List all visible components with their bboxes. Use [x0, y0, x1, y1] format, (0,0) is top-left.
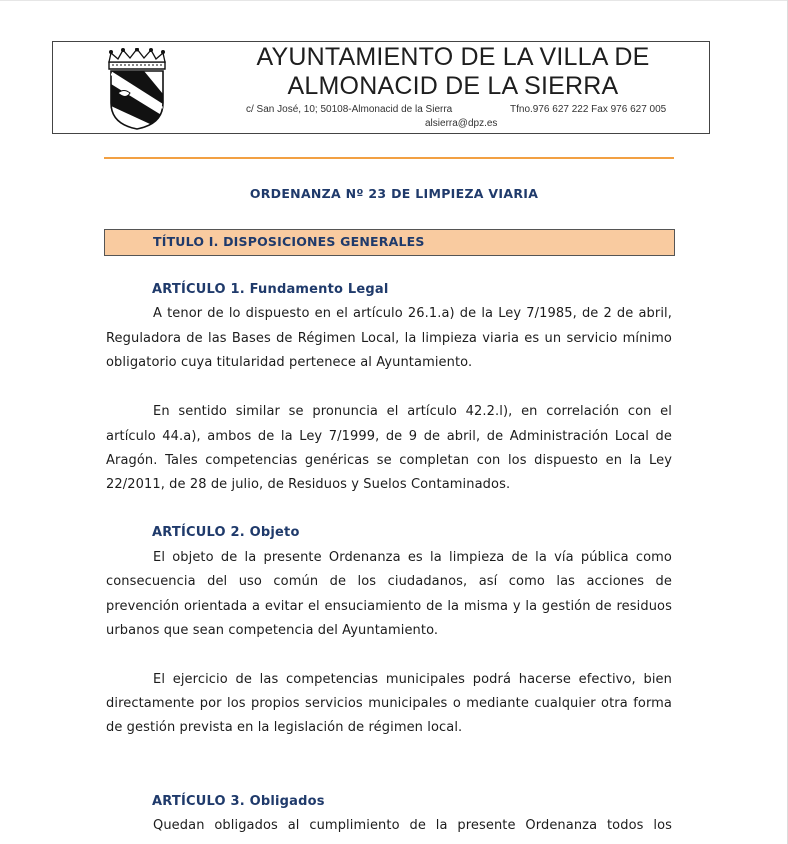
orange-divider: [104, 157, 674, 159]
article-1-p1-line3: obligatorio cuya titularidad pertenece al Ayuntamiento.: [106, 355, 473, 370]
letterhead: [52, 41, 710, 134]
letterhead-title-line1: AYUNTAMIENTO DE LA VILLA DE: [256, 43, 650, 71]
article-2-heading: ARTÍCULO 2. Objeto: [152, 525, 300, 540]
article-2-p2-line1: El ejercicio de las competencias municipales podrá hacerse efectivo, bien: [153, 672, 672, 687]
article-2-p1-line1: El objeto de la presente Ordenanza es la limpieza de la vía pública como: [153, 550, 672, 565]
article-2-p2-line2: directamente por los propios servicios municipales o mediante cualquier otra forma: [106, 696, 672, 711]
page-top-edge: [0, 0, 788, 1]
section-header-box: [104, 229, 675, 256]
letterhead-address: c/ San José, 10; 50108-Almonacid de la Sierra: [246, 104, 453, 115]
article-2-p1-line4: urbanos que sean competencia del Ayuntamiento.: [106, 623, 439, 638]
article-1-p2-line1: En sentido similar se pronuncia el artículo 42.2.l), en correlación con el: [153, 404, 672, 419]
article-1-p1-line1: A tenor de lo dispuesto en el artículo 26.1.a) de la Ley 7/1985, de 2 de abril,: [153, 306, 672, 321]
letterhead-phone-fax: Tfno.976 627 222 Fax 976 627 005: [510, 104, 667, 115]
article-2-p2-line3: de gestión prevista en la legislación de régimen local.: [106, 720, 463, 735]
section-title: TÍTULO I. DISPOSICIONES GENERALES: [153, 234, 425, 249]
document-title: ORDENANZA Nº 23 DE LIMPIEZA VIARIA: [249, 186, 539, 201]
article-1-p2-line2: artículo 44.a), ambos de la Ley 7/1999, de 9 de abril, de Administración Local de: [106, 429, 672, 444]
letterhead-title-line2: ALMONACID DE LA SIERRA: [287, 72, 619, 100]
letterhead-email: alsierra@dpz.es: [425, 118, 498, 129]
article-1-p1-line2: Reguladora de las Bases de Régimen Local, la limpieza viaria es un servicio mínimo: [106, 331, 672, 346]
article-3-p1-line1: Quedan obligados al cumplimiento de la presente Ordenanza todos los: [153, 818, 672, 833]
article-2-p1-line3: prevención orientada a evitar el ensuciamiento de la misma y la gestión de residuos: [106, 599, 672, 614]
article-1-p2-line3: Aragón. Tales competencias genéricas se completan con los dispuesto en la Ley: [106, 453, 672, 468]
article-1-heading: ARTÍCULO 1. Fundamento Legal: [152, 282, 389, 297]
article-1-p2-line4: 22/2011, de 28 de julio, de Residuos y Suelos Contaminados.: [106, 477, 511, 492]
coat-of-arms-icon: [104, 48, 170, 130]
article-2-p1-line2: consecuencia del uso común de los ciudadanos, así como las acciones de: [106, 574, 672, 589]
article-3-heading: ARTÍCULO 3. Obligados: [152, 794, 325, 809]
